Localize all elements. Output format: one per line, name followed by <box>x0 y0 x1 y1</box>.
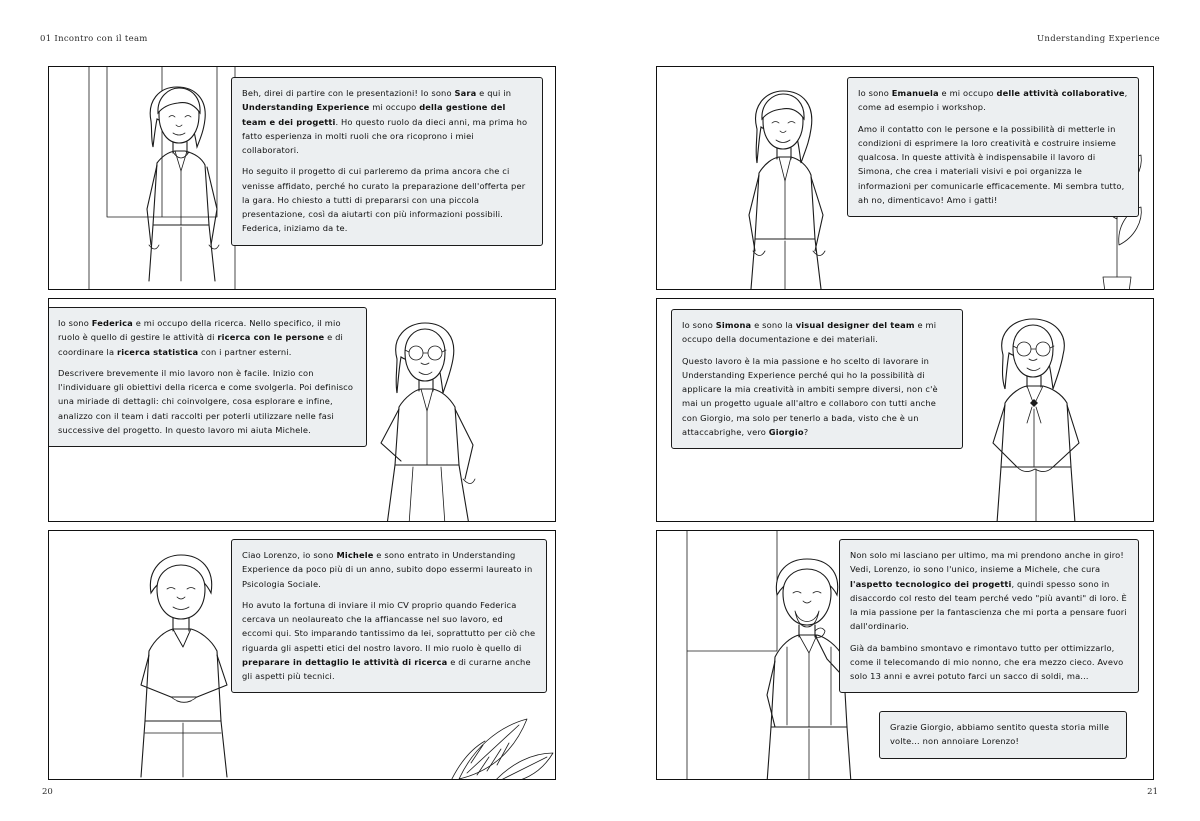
panel-michele <box>48 530 556 780</box>
balloon-giorgio-reply <box>879 711 1127 759</box>
panel-federica <box>48 298 556 522</box>
balloon-paragraph: Descrivere brevemente il mio lavoro non è facile. Inizio con l'individuare gli obiettivi della ricerca e come svolgerla. Poi definisco una miriade di dettagli: chi coinvolgere, cosa esplorare e infine, analizzo con il team i dati raccolti per poterli utilizzare nelle fasi successive del progetto. In questo lavoro mi aiuta Michele. <box>58 367 354 435</box>
balloon-giorgio <box>839 539 1139 693</box>
panel-giorgio <box>656 530 1154 780</box>
balloon-paragraph: Già da bambino smontavo e rimontavo tutto per ottimizzarlo, come il telecomando di mio nonno, che era mezzo cieco. Avevo solo 13 anni e avrei potuto farci un sacco di soldi, ma… <box>850 642 1124 682</box>
balloon-paragraph: Grazie Giorgio, abbiamo sentito questa storia mille volte… non annoiare Lorenzo! <box>890 722 1110 747</box>
balloon-paragraph: Ho seguito il progetto di cui parleremo da prima ancora che ci venisse affidato, perché ho curato la preparazione dell'offerta per la gara. Ho chiesto a tutti di prepararsi con una piccola presentazione, così da aiutarti con più informazioni possibili. Federica, iniziamo da te. <box>242 166 526 234</box>
running-head-right: Understanding Experience <box>1036 34 1160 44</box>
running-head-left: 01 Incontro con il team <box>40 34 148 44</box>
balloon-paragraph: Io sono Simona e sono la visual designer del team e mi occupo della documentazione e dei materiali. <box>682 320 937 345</box>
balloon-paragraph: Io sono Emanuela e mi occupo delle attività collaborative, come ad esempio i workshop. <box>858 88 1128 113</box>
balloon-emanuela <box>847 77 1139 217</box>
folio-left: 20 <box>42 787 53 797</box>
balloon-michele <box>231 539 547 693</box>
balloon-paragraph: Ho avuto la fortuna di inviare il mio CV proprio quando Federica cercava un neolaureato che la affiancasse nel suo lavoro, ed eccomi qui. Sto imparando tantissimo da lei, soprattutto per ciò che riguarda gli aspetti etici del nostro lavoro. Il mio ruolo è quello di preparare in dettaglio le attività di ricerca e di curarne anche gli aspetti più tecnici. <box>242 599 536 682</box>
balloon-paragraph: Non solo mi lasciano per ultimo, ma mi prendono anche in giro! Vedi, Lorenzo, io sono l'unico, insieme a Michele, che cura l'aspetto tecnologico dei progetti, quindi spesso sono in disaccordo col resto del team perché vedo "più avanti" di loro. È la mia passione per la fantascienza che mi porta a pensare fuori dall'ordinario. <box>850 550 1127 632</box>
balloon-paragraph: Ciao Lorenzo, io sono Michele e sono entrato in Understanding Experience da poco più di un anno, subito dopo essermi laureato in Psicologia Sociale. <box>242 550 533 589</box>
folio-right: 21 <box>1147 787 1158 797</box>
balloon-paragraph: Amo il contatto con le persone e la possibilità di metterle in condizioni di esprimere la loro creatività e costruire insieme qualcosa. In queste attività è indispensabile il lavoro di Simona, che crea i materiali visivi e poi organizza le informazioni per comunicarle efficacemente. Mi sembra tutto, ah no, dimenticavo! Amo i gatti! <box>858 123 1125 205</box>
balloon-paragraph: Beh, direi di partire con le presentazioni! Io sono Sara e qui in Understanding Experience mi occupo della gestione del team e dei progetti. Ho questo ruolo da dieci anni, ma prima ho fatto esperienza in molti ruoli che ora ricoprono i miei collaboratori. <box>242 88 528 156</box>
panel-emanuela <box>656 66 1154 290</box>
balloon-simona <box>671 309 963 449</box>
balloon-paragraph: Io sono Federica e mi occupo della ricerca. Nello specifico, il mio ruolo è quello di gestire le attività di ricerca con le persone e di coordinare la ricerca statistica con i partner esterni. <box>58 318 343 357</box>
panel-sara <box>48 66 556 290</box>
balloon-paragraph: Questo lavoro è la mia passione e ho scelto di lavorare in Understanding Experience perché qui ho la possibilità di applicare la mia creatività in ambiti sempre diversi, non c'è mai un progetto uguale all'altro e collaboro con tutti anche con Giorgio, ma solo per tenerlo a bada, visto che è un attaccabrighe, vero Giorgio? <box>682 355 938 437</box>
panel-simona <box>656 298 1154 522</box>
balloon-sara <box>231 77 543 246</box>
balloon-federica <box>48 307 367 447</box>
